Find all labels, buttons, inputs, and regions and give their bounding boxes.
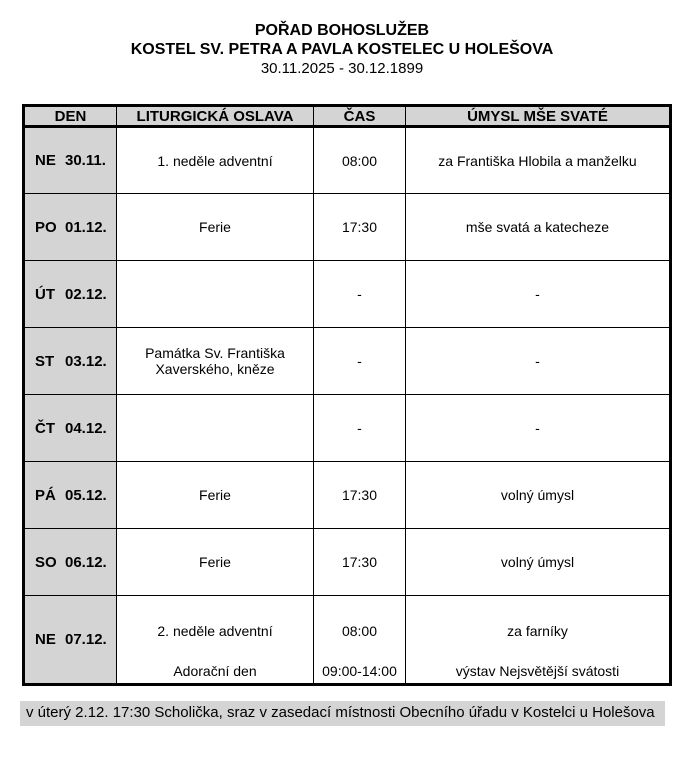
day-abbreviation: NE — [35, 152, 56, 169]
time-cell — [314, 596, 406, 685]
page-title: POŘAD BOHOSLUŽEB — [254, 22, 430, 39]
intention-cell: mše svatá a katecheze — [406, 194, 671, 261]
time-cell: - — [314, 261, 406, 328]
table-row — [24, 194, 671, 261]
time-cell-line: 08:00 — [341, 623, 378, 639]
intention-cell: volný úmysl — [406, 529, 671, 596]
day-cell — [24, 596, 117, 685]
day-abbreviation: ST — [35, 352, 55, 370]
celebration-cell: 1. neděle adventní — [117, 127, 314, 194]
table-header-row — [24, 106, 671, 127]
table-row — [24, 596, 671, 685]
celebration-cell-line: 2. neděle adventní — [157, 623, 273, 639]
day-date: 04.12. — [65, 419, 107, 437]
table-row — [24, 529, 671, 596]
intention-cell — [406, 596, 671, 685]
time-cell: 17:30 — [314, 462, 406, 529]
table-row — [24, 395, 671, 462]
intention-cell-line: za farníky — [507, 623, 568, 639]
day-abbreviation: PO — [35, 218, 57, 236]
intention-cell: volný úmysl — [406, 462, 671, 529]
day-date: 30.11. — [65, 152, 106, 169]
celebration-cell: Památka Sv. Františka Xaverského, kněze — [117, 328, 314, 395]
celebration-cell — [117, 596, 314, 685]
date-range: 30.11.2025 - 30.12.1899 — [260, 60, 424, 77]
day-date: 05.12. — [65, 486, 107, 504]
time-cell: 08:00 — [314, 127, 406, 194]
celebration-cell: Ferie — [117, 529, 314, 596]
celebration-cell: Ferie — [117, 194, 314, 261]
page-subtitle: KOSTEL SV. PETRA A PAVLA KOSTELEC U HOLEŠOVA — [130, 41, 554, 58]
day-date: 03.12. — [65, 352, 107, 370]
day-date: 02.12. — [65, 285, 107, 303]
day-cell — [24, 462, 117, 529]
column-header-time: ČAS — [314, 106, 406, 127]
time-cell: - — [314, 395, 406, 462]
day-date: 07.12. — [65, 631, 107, 648]
table-row — [24, 261, 671, 328]
day-cell — [24, 395, 117, 462]
time-cell: 17:30 — [314, 194, 406, 261]
day-cell — [24, 127, 117, 194]
celebration-cell: Ferie — [117, 462, 314, 529]
table-row — [24, 127, 671, 194]
header-block — [0, 0, 684, 79]
time-cell-line: 09:00-14:00 — [322, 663, 397, 679]
intention-cell: - — [406, 328, 671, 395]
schedule-body — [24, 127, 671, 685]
intention-cell: - — [406, 261, 671, 328]
column-header-intention: ÚMYSL MŠE SVATÉ — [406, 106, 671, 127]
day-abbreviation: ČT — [35, 419, 55, 437]
intention-cell-line: výstav Nejsvětější svátosti — [455, 663, 620, 679]
schedule-table — [22, 104, 672, 686]
time-cell: - — [314, 328, 406, 395]
column-header-day: DEN — [24, 106, 117, 127]
table-row — [24, 328, 671, 395]
intention-cell: - — [406, 395, 671, 462]
table-row — [24, 462, 671, 529]
celebration-cell — [117, 395, 314, 462]
intention-cell: za Františka Hlobila a manželku — [406, 127, 671, 194]
celebration-cell — [117, 261, 314, 328]
column-header-celebration: LITURGICKÁ OSLAVA — [117, 106, 314, 127]
day-abbreviation: SO — [35, 553, 57, 571]
day-cell — [24, 328, 117, 395]
day-cell — [24, 194, 117, 261]
footer-note: v úterý 2.12. 17:30 Scholička, sraz v zasedací místnosti Obecního úřadu v Kostelci u Holešova — [20, 701, 665, 726]
time-cell: 17:30 — [314, 529, 406, 596]
day-abbreviation: ÚT — [35, 285, 55, 303]
day-cell — [24, 261, 117, 328]
celebration-cell-line: Adorační den — [173, 663, 257, 679]
day-cell — [24, 529, 117, 596]
day-abbreviation: NE — [35, 631, 56, 648]
day-date: 01.12. — [65, 218, 107, 236]
day-abbreviation: PÁ — [35, 486, 56, 504]
day-date: 06.12. — [65, 553, 107, 571]
